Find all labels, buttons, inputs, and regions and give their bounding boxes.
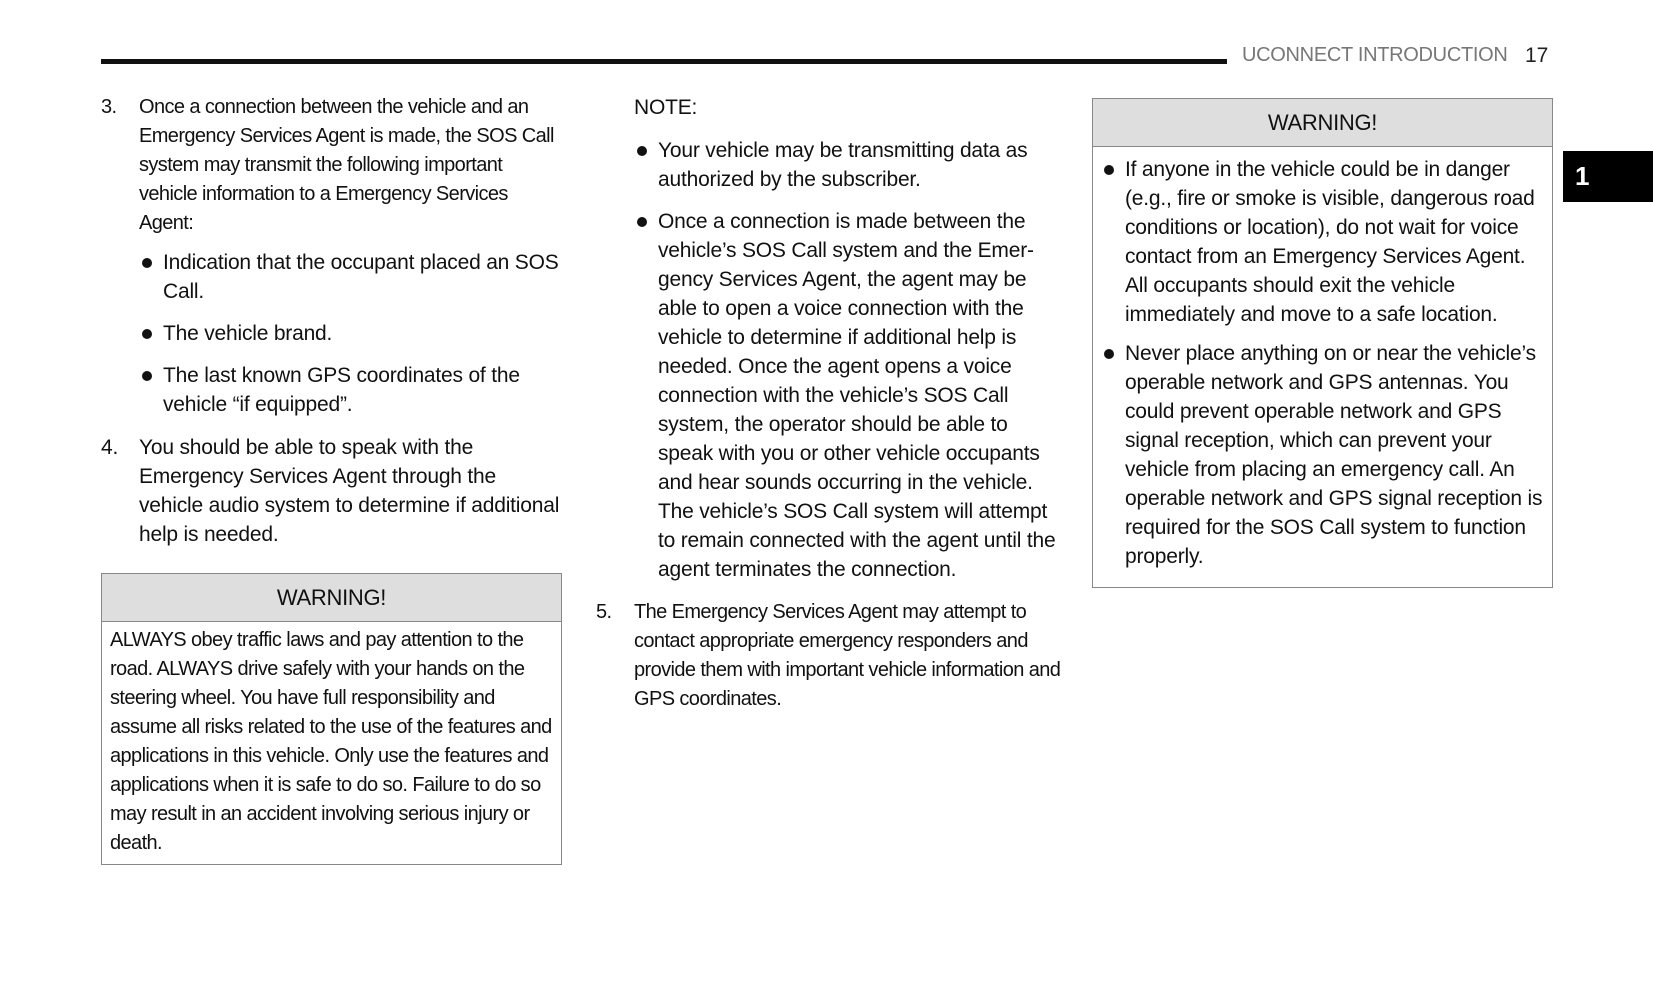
warning-bullet: If anyone in the vehicle could be in danger (e.g., fire or smoke is visible, dangerous road conditions or location), do not wait for voice contact from an Emergency Services Agent. All occupants should exit the vehicle immediately and move to a safe location. bbox=[1101, 155, 1544, 329]
list-item-3 bbox=[101, 93, 561, 419]
warning-box-right bbox=[1092, 98, 1553, 588]
item-text: The Emergency Services Agent may attempt to contact appropriate emergency responders and provide them with important vehicle information and GPS coordinates. bbox=[634, 601, 1061, 710]
item-text: Once a connection between the vehicle and an Emergency Services Agent is made, the SOS Call system may transmit the following important vehicle information to a Emergency Services Agent: bbox=[139, 96, 554, 234]
warning-bullet: Never place anything on or near the vehicle’s operable network and GPS antennas. You could prevent operable network and GPS signal reception, which can prevent your vehicle from placing an emergency call. An operable network and GPS signal reception is required for the SOS Call system to function properly. bbox=[1101, 339, 1544, 571]
note-bullet: Once a connection is made between the vehicle’s SOS Call system and the Emergency Services Agent, the agent may be able to open a voice connection with the vehicle to determine if additional help is needed. Once the agent opens a voice connection with the vehicle’s SOS Call system, the operator should be able to speak with you or other vehicle occupants and hear sounds occurring in the vehicle. The vehicle’s SOS Call system will attempt to remain connected with the agent until the agent terminates the connection. bbox=[634, 207, 1066, 584]
warning-bullet-list bbox=[1101, 155, 1544, 571]
warning-title: WARNING! bbox=[1093, 99, 1552, 147]
item-number: 5. bbox=[596, 601, 612, 623]
item-text: You should be able to speak with the Emergency Services Agent through the vehicle audio system to determine if additional help is needed. bbox=[139, 436, 560, 546]
section-title: UCONNECT INTRODUCTION bbox=[1242, 44, 1508, 66]
note-label: NOTE: bbox=[634, 96, 698, 119]
middle-column bbox=[596, 93, 1066, 714]
page-number: 17 bbox=[1525, 44, 1549, 67]
item-number: 3. bbox=[101, 96, 117, 118]
header-rule bbox=[101, 59, 1227, 64]
item-number: 4. bbox=[101, 436, 119, 459]
list-item-4 bbox=[101, 433, 561, 549]
list-item-5 bbox=[596, 598, 1066, 714]
warning-title: WARNING! bbox=[102, 574, 561, 622]
warning-box bbox=[101, 573, 562, 865]
bullet-item: The vehicle brand. bbox=[139, 319, 561, 348]
warning-text: ALWAYS obey traffic laws and pay attention to the road. ALWAYS drive safely with your hands on the steering wheel. You have full responsibility and assume all risks related to the use of the features and applications in this vehicle. Only use the features and applications when it is safe to do so. Failure to do so may result in an accident involving serious injury or death. bbox=[110, 629, 552, 854]
bullet-list bbox=[139, 248, 561, 419]
note-bullet-list bbox=[634, 136, 1066, 584]
bullet-item: The last known GPS coordinates of the vehicle “if equipped”. bbox=[139, 361, 561, 419]
left-column bbox=[101, 93, 561, 549]
chapter-tab[interactable]: 1 bbox=[1563, 151, 1653, 202]
note-bullet: Your vehicle may be transmitting data as authorized by the subscriber. bbox=[634, 136, 1066, 194]
bullet-item: Indication that the occupant placed an SOS Call. bbox=[139, 248, 561, 306]
warning-body bbox=[1093, 147, 1552, 587]
